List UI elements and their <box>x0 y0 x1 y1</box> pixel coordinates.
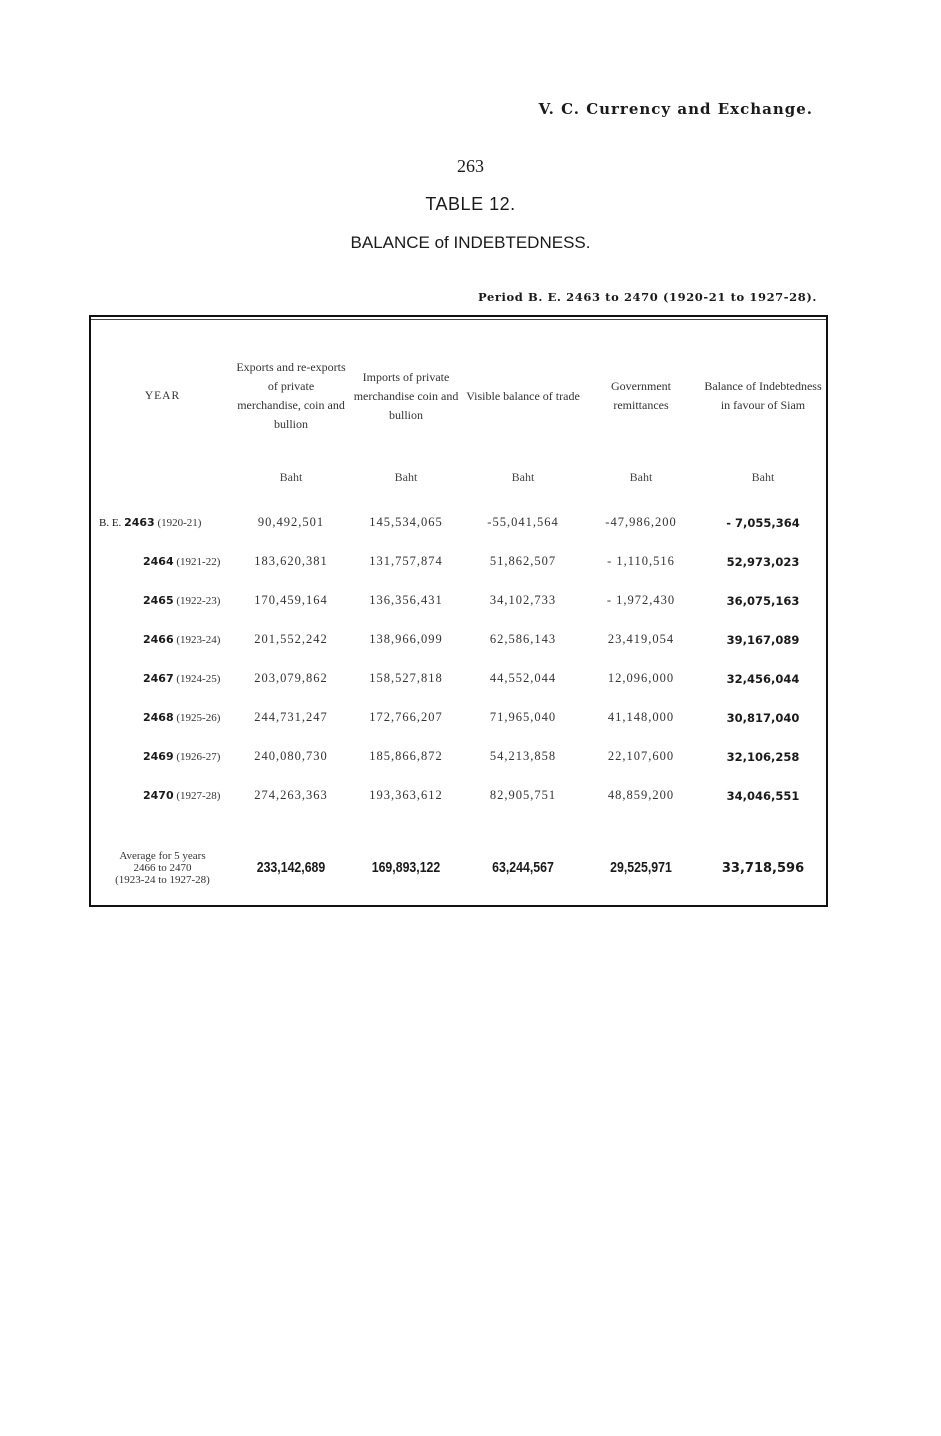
imports-value: 172,766,207 <box>369 710 443 724</box>
average-imports: 169,893,122 <box>371 860 441 876</box>
units-row <box>91 451 826 503</box>
year-cell <box>91 776 234 815</box>
exports-value: 203,079,862 <box>254 671 328 685</box>
be-year: 2469 <box>143 750 174 763</box>
remittances-value: 23,419,054 <box>607 632 675 646</box>
exports-value: 244,731,247 <box>254 710 328 724</box>
table-row <box>91 776 826 815</box>
column-header-government-remittances: Government remittances <box>611 379 671 412</box>
remittances-value: - 1,110,516 <box>607 554 675 568</box>
imports-value: 185,866,872 <box>369 749 443 763</box>
average-exports: 233,142,689 <box>256 860 326 876</box>
imports-value: 193,363,612 <box>369 788 443 802</box>
unit-label: Baht <box>629 469 653 484</box>
remittances-value: 22,107,600 <box>607 749 675 763</box>
column-header-imports: Imports of private merchandise coin and bullion <box>353 369 459 422</box>
year-cell <box>91 542 234 581</box>
table-row <box>91 620 826 659</box>
indebtedness-value: 36,075,163 <box>726 593 800 608</box>
remittances-value: 48,859,200 <box>607 788 675 802</box>
table-row <box>91 542 826 581</box>
section-heading: V. C. Currency and Exchange. <box>538 100 813 118</box>
ad-year: (1924-25) <box>176 673 221 685</box>
indebtedness-table-frame <box>89 315 828 907</box>
page-number: 263 <box>457 156 484 176</box>
imports-value: 136,356,431 <box>369 593 443 607</box>
ad-year: (1923-24) <box>176 634 221 646</box>
table-row <box>91 737 826 776</box>
be-year: 2467 <box>143 672 174 685</box>
unit-label: Baht <box>511 469 535 484</box>
average-remittances: 29,525,971 <box>610 860 672 876</box>
be-year: 2466 <box>143 633 174 646</box>
table-subtitle: BALANCE of INDEBTEDNESS. <box>350 233 591 252</box>
header-row <box>91 341 826 451</box>
year-cell <box>91 503 234 542</box>
year-cell <box>91 620 234 659</box>
exports-value: 274,263,363 <box>254 788 328 802</box>
be-year: 2468 <box>143 711 174 724</box>
average-indebtedness: 33,718,596 <box>721 860 805 876</box>
visible-balance-value: -55,041,564 <box>487 515 559 529</box>
average-label-line: 2466 to 2470 <box>133 862 192 874</box>
exports-value: 170,459,164 <box>254 593 328 607</box>
imports-value: 138,966,099 <box>369 632 443 646</box>
ad-year: (1927-28) <box>176 790 221 802</box>
average-label <box>91 815 234 903</box>
visible-balance-value: 54,213,858 <box>489 749 557 763</box>
indebtedness-value: - 7,055,364 <box>726 515 800 530</box>
average-row <box>91 815 826 903</box>
table-row <box>91 659 826 698</box>
average-label-line: Average for 5 years <box>119 850 206 862</box>
unit-label: Baht <box>279 469 303 484</box>
indebtedness-value: 30,817,040 <box>726 710 800 725</box>
average-visible-balance: 63,244,567 <box>492 860 554 876</box>
visible-balance-value: 62,586,143 <box>489 632 557 646</box>
period-caption: Period B. E. 2463 to 2470 (1920-21 to 1927-28). <box>478 290 817 304</box>
be-year: 2464 <box>143 555 174 568</box>
year-cell <box>91 737 234 776</box>
be-year: 2470 <box>143 789 174 802</box>
units-spacer <box>91 451 234 503</box>
average-label-line: (1923-24 to 1927-28) <box>115 874 210 886</box>
column-header-visible-balance: Visible balance of trade <box>466 388 580 403</box>
imports-value: 158,527,818 <box>369 671 443 685</box>
year-cell <box>91 698 234 737</box>
unit-label: Baht <box>751 469 775 484</box>
table-row <box>91 581 826 620</box>
imports-value: 145,534,065 <box>369 515 443 529</box>
exports-value: 90,492,501 <box>257 515 325 529</box>
imports-value: 131,757,874 <box>369 554 443 568</box>
indebtedness-table <box>91 341 826 903</box>
table-row <box>91 698 826 737</box>
exports-value: 201,552,242 <box>254 632 328 646</box>
indebtedness-value: 32,106,258 <box>726 749 800 764</box>
indebtedness-value: 52,973,023 <box>726 554 800 569</box>
ad-year: (1922-23) <box>176 595 221 607</box>
year-cell <box>91 659 234 698</box>
visible-balance-value: 51,862,507 <box>489 554 557 568</box>
column-header-exports: Exports and re-exports of private merchandise, coin and bullion <box>236 360 346 431</box>
ad-year: (1920-21) <box>157 517 202 529</box>
table-row <box>91 503 826 542</box>
remittances-value: -47,986,200 <box>605 515 677 529</box>
visible-balance-value: 82,905,751 <box>489 788 557 802</box>
indebtedness-value: 34,046,551 <box>726 788 800 803</box>
indebtedness-value: 32,456,044 <box>726 671 800 686</box>
column-header-year: YEAR <box>144 389 181 402</box>
exports-value: 183,620,381 <box>254 554 328 568</box>
visible-balance-value: 71,965,040 <box>489 710 557 724</box>
ad-year: (1921-22) <box>176 556 221 568</box>
be-year: 2465 <box>143 594 174 607</box>
visible-balance-value: 34,102,733 <box>489 593 557 607</box>
remittances-value: 41,148,000 <box>607 710 675 724</box>
remittances-value: - 1,972,430 <box>606 593 676 607</box>
ad-year: (1925-26) <box>176 712 221 724</box>
unit-label: Baht <box>394 469 418 484</box>
exports-value: 240,080,730 <box>254 749 328 763</box>
remittances-value: 12,096,000 <box>607 671 675 685</box>
ad-year: (1926-27) <box>176 751 221 763</box>
be-year: 2463 <box>124 516 155 529</box>
table-title: TABLE 12. <box>425 194 516 214</box>
column-header-balance-indebtedness: Balance of Indebtedness in favour of Siam <box>704 379 822 412</box>
visible-balance-value: 44,552,044 <box>489 671 557 685</box>
year-cell <box>91 581 234 620</box>
year-prefix: B. E. <box>99 517 122 529</box>
indebtedness-value: 39,167,089 <box>726 632 800 647</box>
